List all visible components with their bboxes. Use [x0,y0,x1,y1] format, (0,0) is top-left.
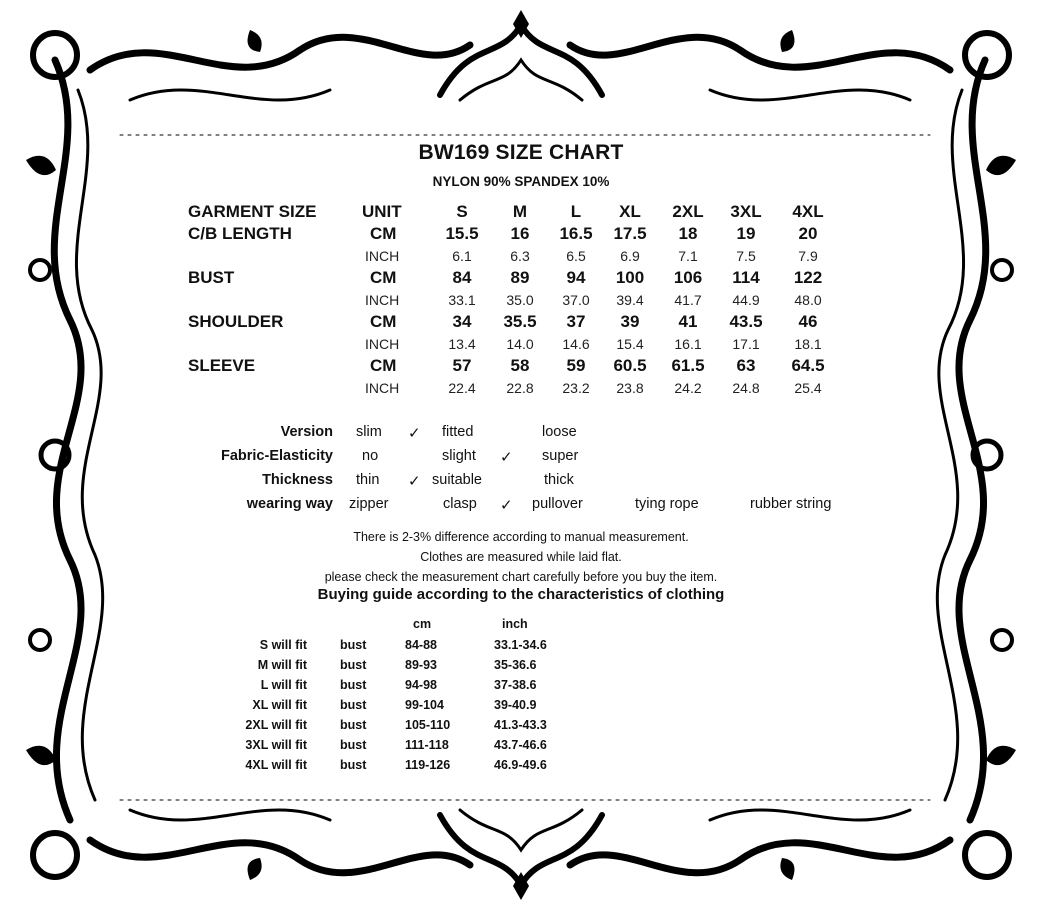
unit-cm: CM [370,224,397,243]
inch-value: 25.4 [794,380,822,396]
inch-value: 22.8 [506,380,534,396]
cm-value: 37 [566,312,586,331]
cm-value: 39 [620,312,640,331]
attribute-option: super [542,448,579,464]
guide-inch-range: 33.1-34.6 [494,638,547,652]
inch-value: 13.4 [448,336,476,352]
inch-value: 14.6 [562,336,590,352]
guide-size-label: XL will fit [252,698,307,712]
guide-inch-range: 39-40.9 [494,698,537,712]
attribute-label: Thickness [262,472,333,488]
unit-inch: INCH [365,336,400,352]
inch-value: 23.2 [562,380,590,396]
cm-value: 84 [452,268,472,287]
cm-value: 15.5 [445,224,479,243]
size-header: 4XL [792,202,824,221]
attribute-option: fitted [442,424,474,440]
attribute-option: slim [356,424,382,440]
unit-inch: INCH [365,248,400,264]
inch-value: 23.8 [616,380,644,396]
attribute-option: pullover [532,496,583,512]
measurement-label: C/B LENGTH [188,224,292,243]
size-header: 2XL [672,202,704,221]
guide-part: bust [340,698,367,712]
inch-value: 35.0 [506,292,534,308]
cm-value: 43.5 [729,312,763,331]
inch-value: 6.1 [452,248,472,264]
attribute-option: tying rope [635,496,699,512]
attribute-option: slight [442,448,476,464]
attribute-option: no [362,448,379,464]
cm-value: 20 [798,224,818,243]
cm-value: 64.5 [791,356,825,375]
inch-value: 24.2 [674,380,702,396]
guide-cm-range: 99-104 [405,698,444,712]
inch-value: 6.5 [566,248,586,264]
inch-value: 24.8 [732,380,760,396]
guide-size-label: M will fit [257,658,307,672]
inch-value: 7.9 [798,248,818,264]
guide-inch-range: 35-36.6 [494,658,537,672]
cm-value: 34 [452,312,472,331]
attribute-label: wearing way [246,496,333,512]
check-mark-icon: ✓ [500,449,513,466]
inch-value: 22.4 [448,380,476,396]
guide-inch-header: inch [502,617,528,631]
attribute-option: thick [544,472,574,488]
guide-size-label: L will fit [260,678,307,692]
inch-value: 14.0 [506,336,534,352]
attribute-label: Version [280,424,333,440]
measurement-label: SHOULDER [188,312,284,331]
size-header: M [512,202,528,221]
cm-value: 89 [510,268,530,287]
cm-value: 61.5 [671,356,705,375]
inch-value: 39.4 [616,292,644,308]
guide-cm-range: 105-110 [405,718,451,732]
unit-cm: CM [370,268,397,287]
guide-inch-range: 37-38.6 [494,678,537,692]
inch-value: 37.0 [562,292,590,308]
attribute-option: zipper [349,496,389,512]
attribute-option: loose [542,424,577,440]
unit-header: UNIT [362,202,402,221]
inch-value: 6.9 [620,248,640,264]
cm-value: 60.5 [613,356,647,375]
cm-value: 16 [510,224,530,243]
guide-size-label: 2XL will fit [245,718,307,732]
note-line: please check the measurement chart carefully before you buy the item. [324,570,718,584]
inch-value: 16.1 [674,336,702,352]
attribute-option: suitable [432,472,482,488]
cm-value: 35.5 [503,312,537,331]
guide-inch-range: 41.3-43.3 [494,718,547,732]
measurement-label: SLEEVE [188,356,256,375]
cm-value: 18 [678,224,698,243]
note-line: Clothes are measured while laid flat. [420,550,622,564]
inch-value: 44.9 [732,292,760,308]
cm-value: 41 [678,312,698,331]
inch-value: 7.5 [736,248,756,264]
unit-inch: INCH [365,380,400,396]
guide-part: bust [340,718,367,732]
guide-part: bust [340,738,367,752]
size-header: XL [619,202,641,221]
cm-value: 59 [566,356,586,375]
guide-cm-header: cm [413,617,432,631]
guide-cm-range: 84-88 [405,638,437,652]
guide-cm-range: 94-98 [405,678,437,692]
unit-cm: CM [370,356,397,375]
guide-cm-range: 89-93 [405,658,437,672]
attribute-label: Fabric-Elasticity [220,448,333,464]
inch-value: 6.3 [510,248,530,264]
guide-size-label: 4XL will fit [245,758,307,772]
guide-part: bust [340,658,367,672]
cm-value: 106 [673,268,703,287]
cm-value: 57 [452,356,472,375]
inch-value: 33.1 [448,292,476,308]
guide-inch-range: 43.7-46.6 [494,738,547,752]
check-mark-icon: ✓ [500,497,513,514]
fabric-composition: NYLON 90% SPANDEX 10% [432,174,610,189]
unit-cm: CM [370,312,397,331]
guide-size-label: S will fit [259,638,307,652]
guide-inch-range: 46.9-49.6 [494,758,547,772]
cm-value: 100 [615,268,645,287]
cm-value: 122 [793,268,823,287]
cm-value: 19 [736,224,756,243]
chart-title: BW169 SIZE CHART [418,141,624,164]
guide-cm-range: 111-118 [405,738,449,752]
unit-inch: INCH [365,292,400,308]
check-mark-icon: ✓ [408,425,421,442]
inch-value: 18.1 [794,336,822,352]
note-line: There is 2-3% difference according to manual measurement. [353,530,689,544]
inch-value: 17.1 [732,336,760,352]
measurement-label: BUST [188,268,235,287]
attribute-option: clasp [443,496,477,512]
cm-value: 63 [736,356,756,375]
buying-guide-title: Buying guide according to the characteristics of clothing [317,586,725,603]
inch-value: 7.1 [678,248,698,264]
size-header: S [456,202,468,221]
guide-cm-range: 119-126 [405,758,451,772]
check-mark-icon: ✓ [408,473,421,490]
size-header: 3XL [730,202,762,221]
inch-value: 41.7 [674,292,702,308]
cm-value: 94 [566,268,586,287]
cm-value: 46 [798,312,818,331]
cm-value: 17.5 [613,224,647,243]
guide-part: bust [340,638,367,652]
garment-size-header: GARMENT SIZE [188,202,317,221]
attribute-option: thin [356,472,380,488]
inch-value: 15.4 [616,336,644,352]
cm-value: 114 [732,268,760,287]
cm-value: 16.5 [559,224,593,243]
guide-part: bust [340,678,367,692]
attribute-option: rubber string [750,496,832,512]
guide-part: bust [340,758,367,772]
cm-value: 58 [510,356,530,375]
inch-value: 48.0 [794,292,822,308]
size-header: L [570,202,582,221]
guide-size-label: 3XL will fit [245,738,307,752]
